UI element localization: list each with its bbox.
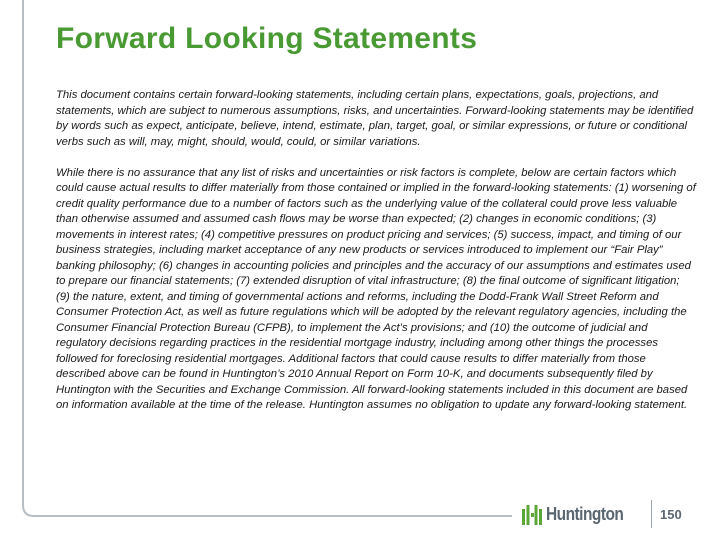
paragraph-intro: This document contains certain forward-looking statements, including certain plans, expectations, goals, projections, and statements, which are subject to numerous assumptions, risks, and uncertainties. Forward-looking statements may be identified by words such as expect, anticipate, believe, intend, estimate, plan, target, goal, or similar expressions, or future or conditional verbs such as will, may, might, should, would, could, or similar variations. [56,89,694,148]
footer-divider [651,500,652,528]
paragraph-risk-factors: While there is no assurance that any list of risks and uncertainties or risk factors is complete, below are certain factors which could cause actual results to differ materially from those contained or implied in the forward-looking statements: (1) worsening of credit quality performance due to a number of factors such as the underlying value of the collateral could prove less valuable than otherwise assumed and assumed cash flows may be worse than expected; (2) changes in economic conditions; (3) movements in interest rates; (4) competitive pressures on product pricing and services; (5) success, impact, and timing of our business strategies, including market acceptance of any new products or services introduced to implement our “Fair Play” banking philosophy; (6) changes in accounting policies and principles and the accuracy of our assumptions and estimates used to prepare our financial statements; (7) extended disruption of vital infrastructure; (8) the final outcome of significant litigation; (9) the nature, extent, and timing of governmental actions and reforms, including the Dodd-Frank Wall Street Reform and Consumer Protection Act, as well as future regulations which will be adopted by the relevant regulatory agencies, including the Consumer Financial Protection Bureau (CFPB), to implement the Act’s provisions; and (10) the outcome of judicial and regulatory decisions regarding practices in the residential mortgage industry, including among other things the processes followed for foreclosing residential mortgages. Additional factors that could cause results to differ materially from those described above can be found in Huntington’s 2010 Annual Report on Form 10-K, and documents subsequently filed by Huntington with the Securities and Exchange Commission. All forward-looking statements included in this document are based on information available at the time of the release. Huntington assumes no obligation to update any forward-looking statement. [56,166,696,411]
page-number: 150 [660,507,682,522]
body-text [56,88,696,429]
huntington-logo [522,504,636,525]
slide-title: Forward Looking Statements [56,22,478,55]
huntington-logo-icon [522,505,542,525]
logo-wordmark: Huntington [546,504,624,524]
